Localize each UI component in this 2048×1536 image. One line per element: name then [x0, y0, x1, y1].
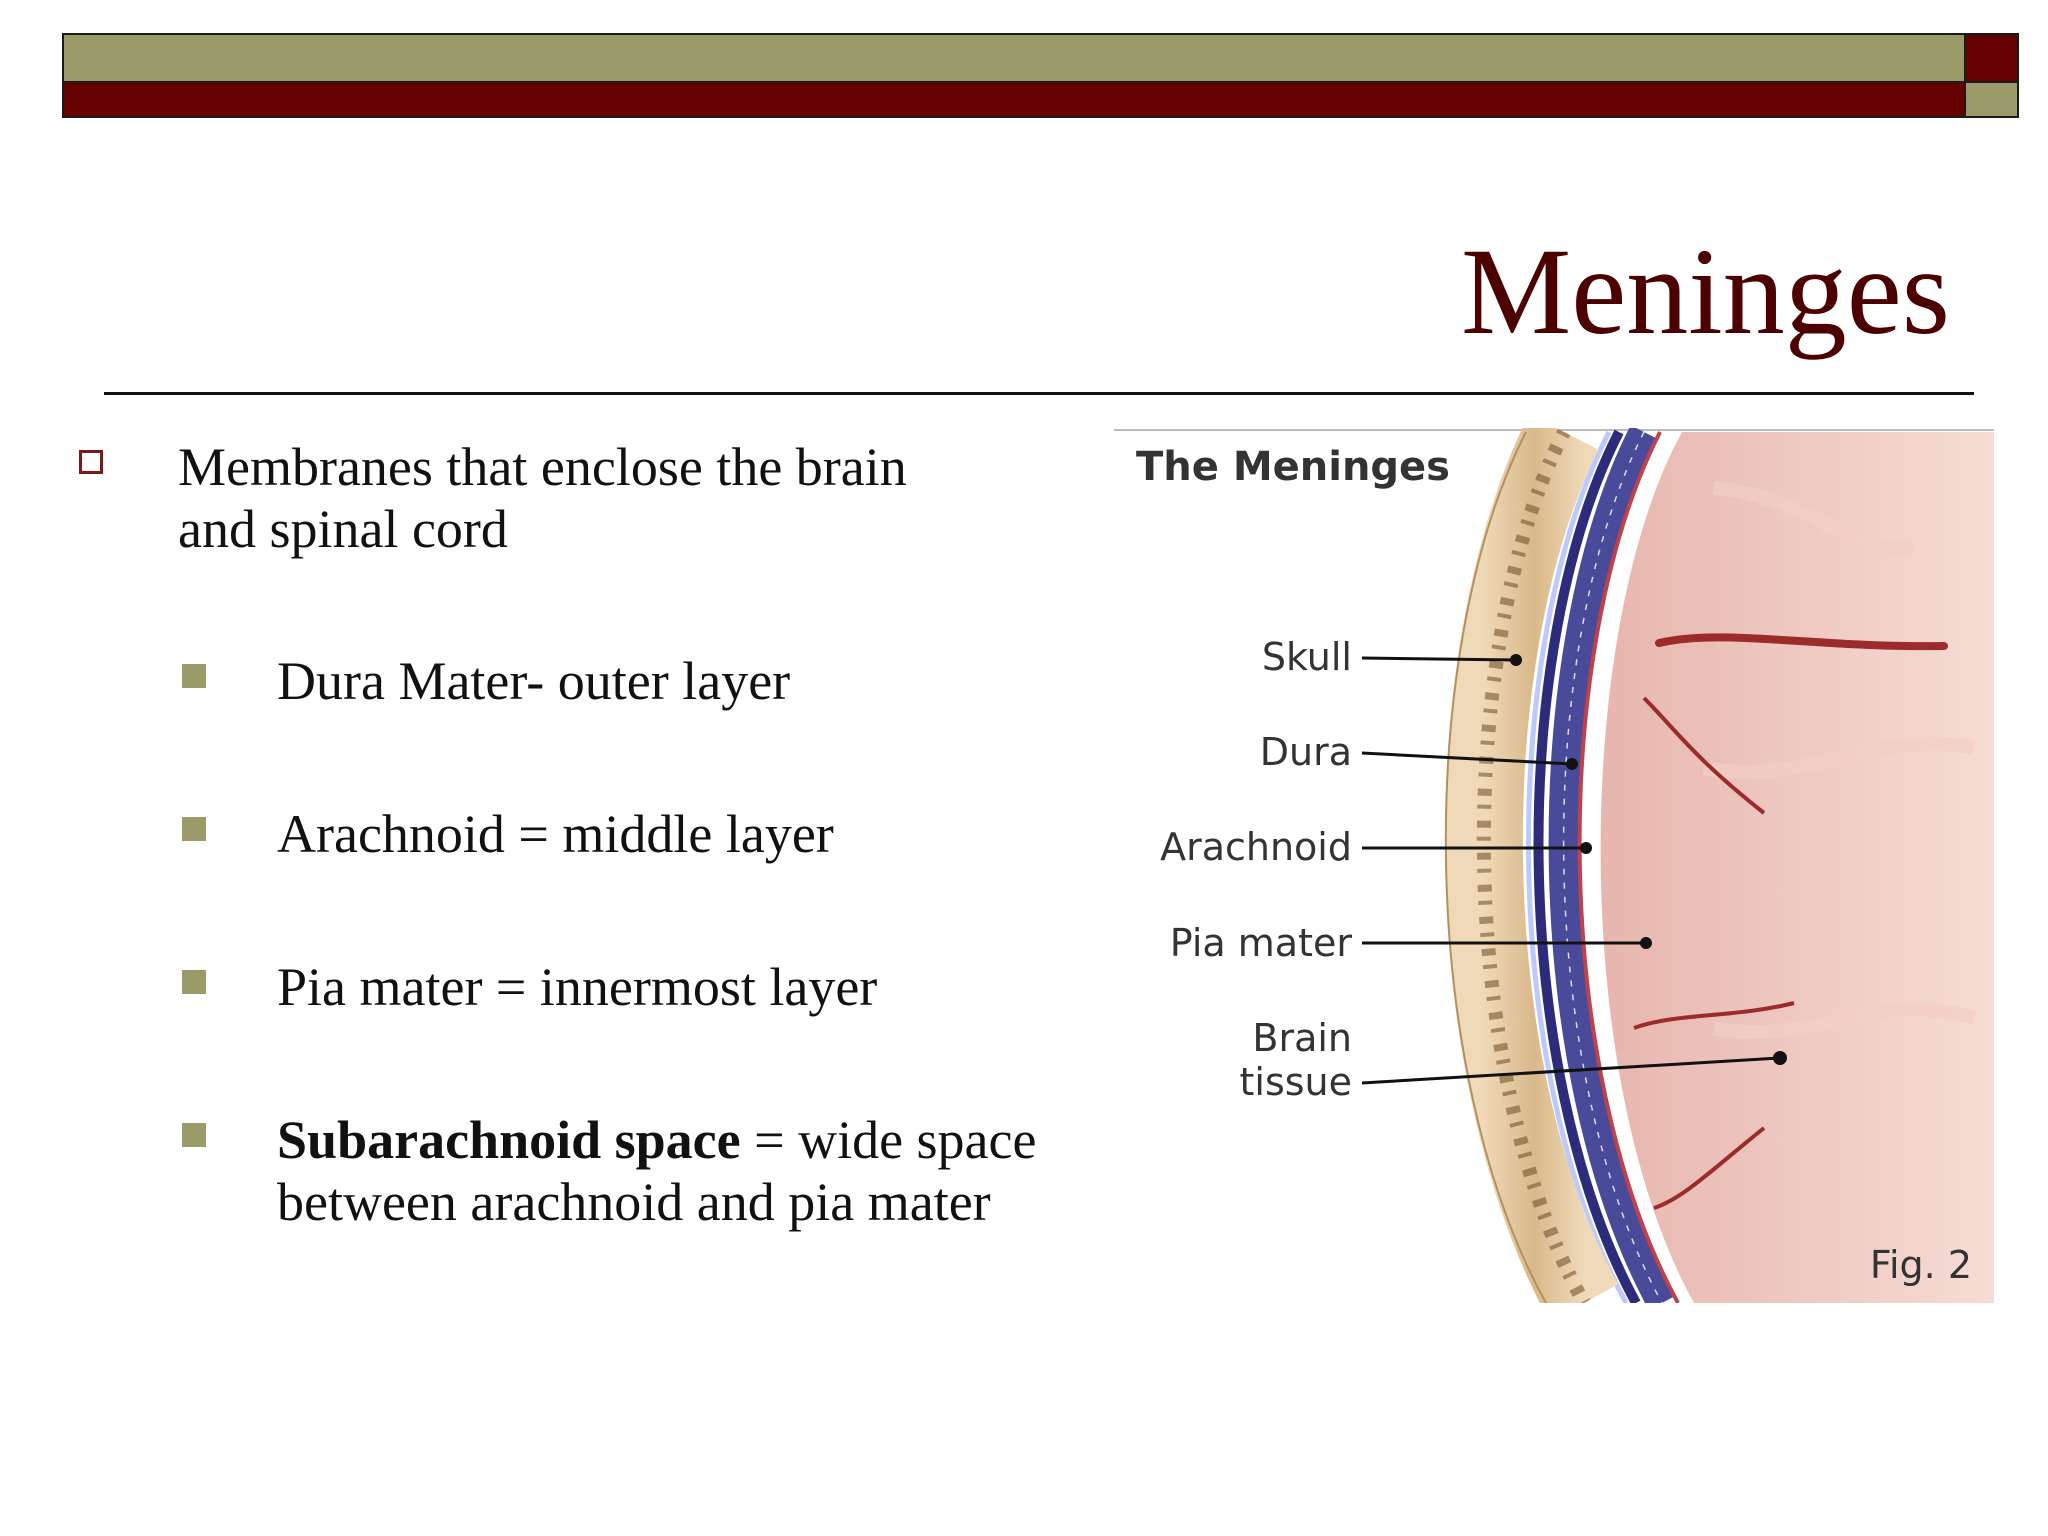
subarachnoid-term: Subarachnoid space [277, 1110, 741, 1170]
header-bar-maroon [62, 83, 1966, 118]
header-bar-olive [62, 33, 1966, 83]
label-dura: Dura [1259, 730, 1352, 774]
slide-title: Meninges [1460, 223, 1950, 360]
meninges-figure [1114, 428, 1994, 1303]
hollow-square-bullet-icon [79, 450, 103, 474]
subarachnoid-definition: = wide space between arachnoid and pia mater [277, 1110, 1037, 1232]
header-corner-olive [1966, 83, 2019, 118]
header-corner-maroon [1966, 33, 2019, 83]
title-divider [104, 392, 1974, 395]
sub-bullet-subarachnoid [277, 1109, 1037, 1233]
label-brain-line2: tissue [1239, 1060, 1352, 1104]
square-bullet-icon [182, 664, 206, 688]
label-skull: Skull [1261, 635, 1352, 679]
header-bar [62, 33, 2019, 118]
sub-bullet-pia: Pia mater = innermost layer [277, 957, 878, 1017]
square-bullet-icon [182, 970, 206, 994]
label-pia-mater: Pia mater [1169, 921, 1352, 965]
square-bullet-icon [182, 1123, 206, 1147]
figure-heading: The Meninges [1136, 444, 1450, 490]
label-arachnoid: Arachnoid [1160, 825, 1352, 869]
meninges-illustration [1114, 428, 1994, 1303]
square-bullet-icon [182, 817, 206, 841]
main-bullet-text: Membranes that enclose the brain and spinal cord [178, 437, 907, 559]
sub-bullet-dura: Dura Mater- outer layer [277, 651, 791, 711]
label-brain-line1: Brain [1252, 1016, 1352, 1060]
figure-caption: Fig. 2 [1869, 1243, 1972, 1287]
sub-bullet-arachnoid: Arachnoid = middle layer [277, 804, 834, 864]
brain-tissue-region [1601, 432, 1994, 1303]
